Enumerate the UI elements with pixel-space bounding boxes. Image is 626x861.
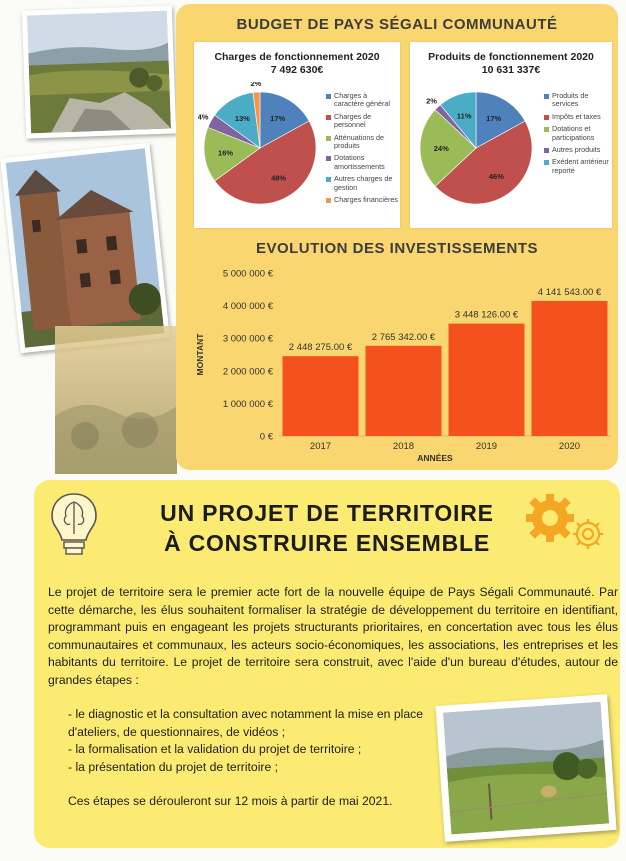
- bar-value-label: 2 448 275.00 €: [288, 342, 353, 354]
- step-item: - le diagnostic et la consultation avec notamment la mise en place d'ateliers, de questionnaires, de vidéos ;: [68, 707, 423, 739]
- y-tick-label: 1 000 000 €: [222, 398, 273, 410]
- produits-title: Produits de fonctionnement 2020: [428, 51, 594, 63]
- produits-legend-swatch: [544, 94, 549, 99]
- charges-legend-item: [326, 154, 398, 171]
- produits-legend-label: Dotations et participations: [552, 124, 595, 142]
- charges-legend-swatch: [326, 115, 331, 120]
- x-tick-label: 2018: [392, 441, 415, 452]
- produits-legend-swatch: [544, 127, 549, 132]
- produits-slice-label: 46%: [488, 172, 504, 182]
- produits-legend-label: Produits de services: [552, 91, 589, 109]
- produits-slice-label: 17%: [486, 114, 502, 124]
- landscape-photo-rocks: [22, 5, 176, 138]
- produits-slice-label: 11%: [456, 111, 472, 121]
- charges-legend-label: Autres charges de gestion: [334, 174, 393, 192]
- y-tick-label: 3 000 000 €: [222, 333, 273, 345]
- charges-legend-item: [326, 134, 398, 151]
- produits-legend-label: Exédent antérieur reporté: [552, 157, 609, 175]
- charges-legend-item: [326, 196, 398, 204]
- countryside-photo: [435, 694, 616, 842]
- charges-legend-swatch: [326, 136, 331, 141]
- bar-value-label: 4 141 543.00 €: [537, 286, 602, 298]
- produits-slice-label: 24%: [433, 144, 449, 153]
- charges-legend-label: Charges à caractère général: [334, 91, 390, 109]
- charges-legend-label: Atténuations de produits: [334, 132, 384, 151]
- investment-bar: [532, 301, 608, 436]
- produits-legend: [544, 92, 612, 179]
- investments-title: EVOLUTION DES INVESTISSEMENTS: [255, 240, 539, 257]
- x-tick-label: 2020: [558, 441, 581, 452]
- investment-bar: [366, 346, 442, 436]
- investment-bar: [283, 356, 359, 436]
- produits-pie-card: [410, 42, 612, 228]
- step-item: - la présentation du projet de territoire ;: [68, 759, 279, 774]
- produits-pie-chart: [414, 82, 542, 218]
- investments-bar-chart: [176, 260, 618, 466]
- step-item: - la formalisation et la validation du projet de territoire ;: [68, 742, 362, 756]
- charges-pie-chart: [198, 82, 326, 218]
- produits-legend-label: Impôts et taxes: [552, 111, 601, 121]
- charges-legend-item: [326, 92, 398, 109]
- y-tick-label: 0 €: [259, 431, 273, 443]
- charges-legend-item: [326, 113, 398, 130]
- budget-panel: [176, 4, 618, 470]
- project-title: [34, 498, 620, 558]
- charges-legend-swatch: [326, 198, 331, 203]
- castle-tower-photo: [0, 143, 170, 354]
- charges-legend-label: Charges de personnel: [334, 111, 372, 130]
- produits-legend-swatch: [544, 148, 549, 153]
- x-axis-label: ANNÉES: [417, 453, 453, 463]
- charges-title: Charges de fonctionnement 2020: [214, 51, 380, 63]
- y-tick-label: 2 000 000 €: [222, 366, 273, 378]
- produits-title-block: [410, 51, 612, 77]
- y-tick-label: 4 000 000 €: [222, 301, 273, 313]
- charges-slice-label: 4%: [198, 112, 209, 122]
- produits-legend-item: [544, 146, 612, 154]
- budget-title: BUDGET DE PAYS SÉGALI COMMUNAUTÉ: [236, 16, 558, 33]
- produits-legend-item: [544, 158, 612, 175]
- charges-title-block: [194, 51, 400, 77]
- bar-value-label: 2 765 342.00 €: [371, 331, 436, 343]
- produits-legend-item: [544, 113, 612, 121]
- charges-legend-label: Charges financières: [334, 195, 398, 205]
- investment-bar: [449, 324, 525, 436]
- charges-slice-label: 13%: [234, 114, 250, 124]
- charges-legend-label: Dotations amortissements: [334, 153, 385, 171]
- produits-legend-swatch: [544, 115, 549, 120]
- produits-slice-label: 2%: [426, 96, 437, 106]
- bar-value-label: 3 448 126.00 €: [454, 309, 519, 321]
- produits-legend-item: [544, 92, 612, 109]
- produits-legend-swatch: [544, 160, 549, 165]
- charges-legend-swatch: [326, 177, 331, 182]
- charges-slice-label: 2%: [250, 82, 262, 89]
- charges-legend: [326, 92, 398, 208]
- project-closing-text: Ces étapes se dérouleront sur 12 mois à partir de mai 2021.: [68, 794, 393, 808]
- charges-slice-label: 17%: [270, 114, 286, 124]
- project-intro-paragraph: Le projet de territoire sera le premier acte fort de la nouvelle équipe de Pays Ségali Communauté. Par cette démarche, les élus souhaitent formaliser la stratégie de développement du territoire en identifiant, programmant puis en engageant les projets structurants prioritaires, en concertation avec tous les élus communautaires et communaux, les acteurs socio-économiques, les associations, les entreprises et les habitants du territoire. Le projet de territoire sera construit, avec l'aide d'un bureau d'études, autour de grandes étapes :: [48, 585, 618, 687]
- produits-legend-item: [544, 125, 612, 142]
- charges-slice-label: 16%: [218, 148, 234, 158]
- charges-pie-card: [194, 42, 400, 228]
- charges-legend-swatch: [326, 156, 331, 161]
- project-steps-list: [68, 706, 458, 776]
- charges-legend-item: [326, 175, 398, 192]
- x-tick-label: 2019: [475, 441, 498, 452]
- charges-total: 7 492 630€: [270, 64, 324, 76]
- charges-legend-swatch: [326, 94, 331, 99]
- misty-landscape-photo: [55, 326, 177, 474]
- y-tick-label: 5 000 000 €: [222, 268, 273, 280]
- produits-total: 10 631 337€: [481, 64, 541, 76]
- x-tick-label: 2017: [309, 441, 332, 452]
- project-title-line2: À CONSTRUIRE ENSEMBLE: [163, 530, 491, 556]
- project-title-line1: UN PROJET DE TERRITOIRE: [160, 500, 494, 526]
- charges-slice-label: 48%: [271, 173, 287, 183]
- produits-legend-label: Autres produits: [552, 145, 601, 155]
- y-axis-label: MONTANT: [195, 333, 205, 376]
